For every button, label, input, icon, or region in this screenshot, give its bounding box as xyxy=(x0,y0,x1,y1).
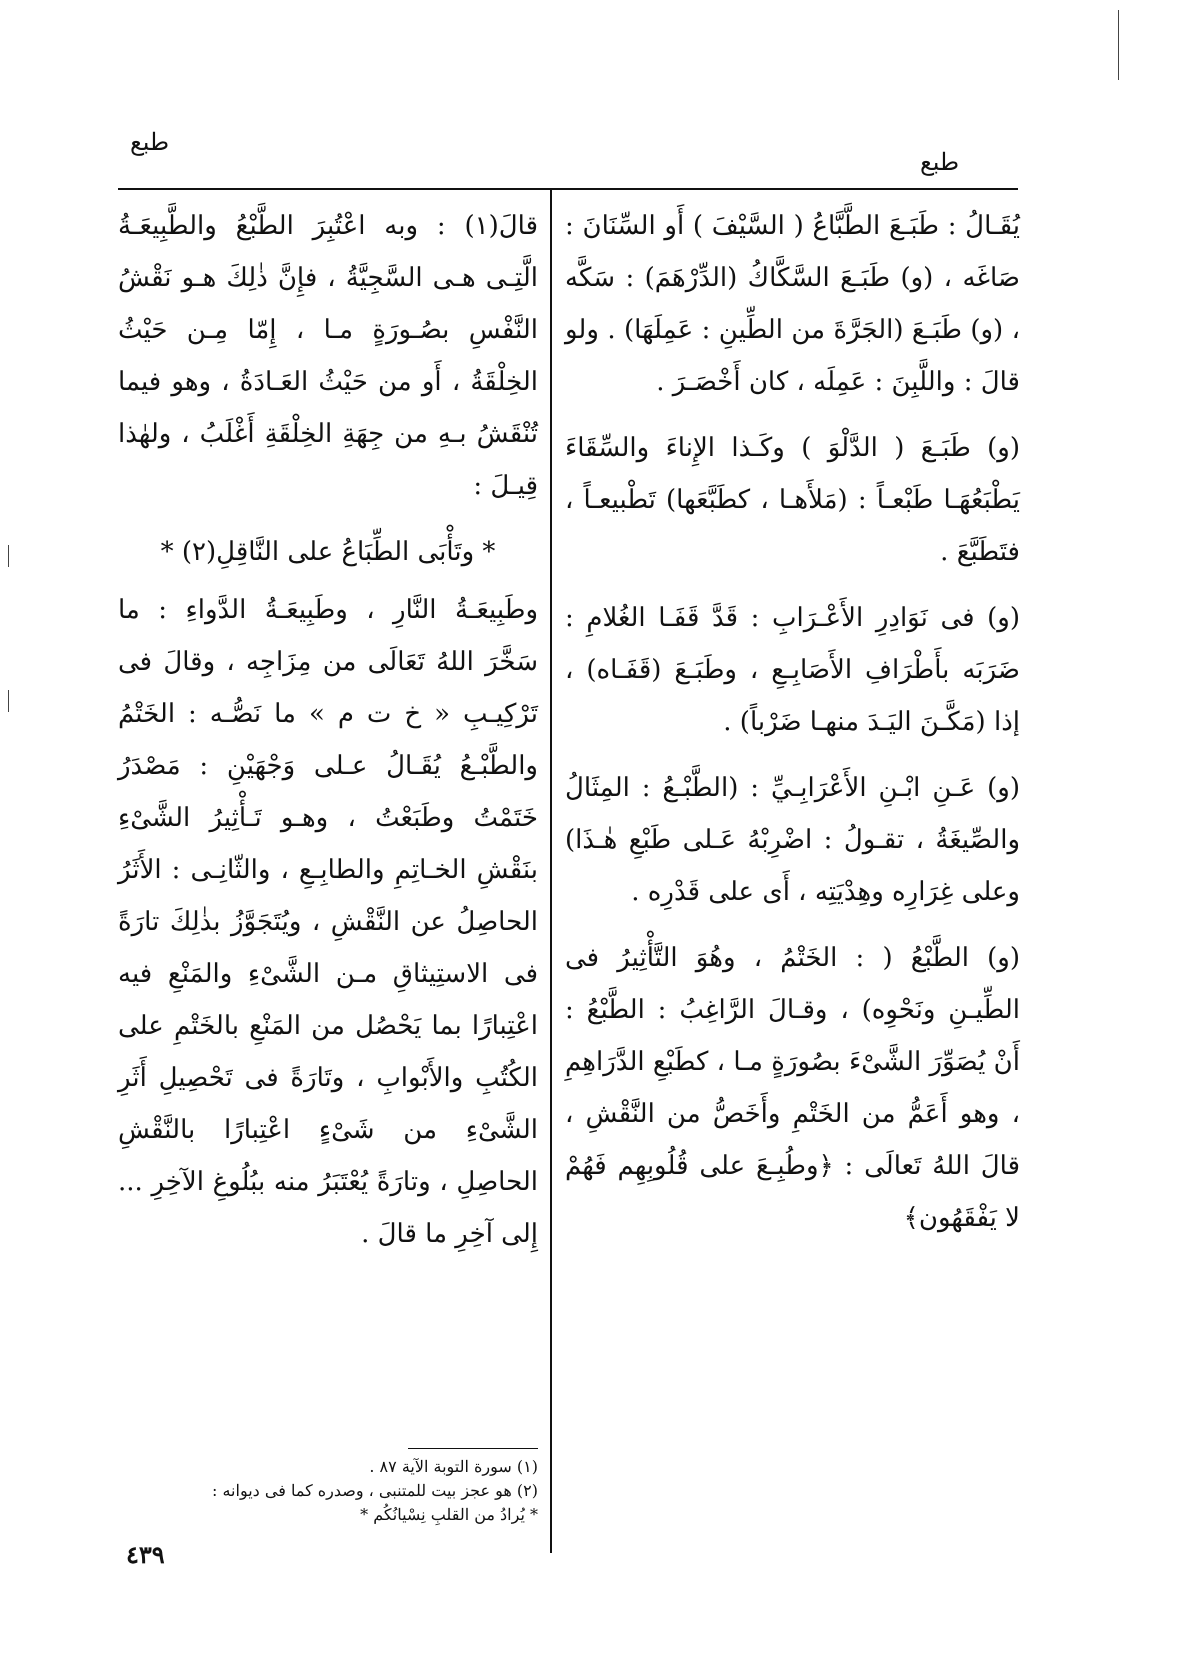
entry-paragraph: (و) الطَّبْعُ ( : الخَتْمُ ، وهُوَ التَّأْثِيرُ فى الطِّيـنِ ونَحْوِه) ، وقـالَ الرَّاغِبُ : الطَّبْعُ : أَنْ يُصَوِّرَ الشَّىْءَ بصُورَةٍ مـا ، كطَبْعِ الدَّرَاهِمِ ، وهو أَعَمُّ من الخَتْمِ وأَخَصُّ من النَّقْشِ ، قالَ اللهُ تَعالَى : ﴿وطُبِـعَ على قُلُوبِهِم فَهُمْ لا يَفْقَهُون﴾ xyxy=(565,943,1020,1233)
left-column xyxy=(118,200,538,1274)
entry-paragraph: قالَ(١) : وبه اعْتُبِرَ الطَّبْعُ والطَّبِيعَـةُ الَّتِـى هـى السَّجِيَّةُ ، فإِنَّ ذٰلِكَ هـو نَقْشُ النَّفْسِ بصُـورَةٍ مـا ، إِمّا مِـن حَيْثُ الخِلْقَةُ ، أَو من حَيْثُ العَـادَةُ ، وهو فيما تُنْقَشُ بـهِ من جِهَةِ الخِلْقَةِ أَغْلَبُ ، ولهٰذا قِيـلَ : xyxy=(118,211,538,501)
footnote: (١) سورة التوبة الآية ٨٧ . xyxy=(369,1457,538,1476)
footnote: * يُرادُ من القلبِ نِسْيانُكُم * xyxy=(360,1505,538,1524)
page-number: ٤٣٩ xyxy=(126,1540,165,1569)
column-divider xyxy=(550,188,552,1553)
footnote-rule xyxy=(408,1448,538,1449)
running-header-right: طبع xyxy=(920,148,960,176)
entry-paragraph: يُقَـالُ : طَبَـعَ الطَّبَّاعُ ( السَّيْفَ ) أَو السِّنَانَ : صَاغَه ، (و) طَبَـعَ السَّكَّاكُ (الدِّرْهَمَ) : سَكَّه ، (و) طَبَـعَ (الجَرَّةَ من الطِّينِ : عَمِلَهَا) . ولو قالَ : واللَّبِنَ : عَمِلَه ، كان أَخْصَـرَ . xyxy=(565,211,1020,397)
right-column xyxy=(565,200,1020,1258)
entry-paragraph: (و) فى نَوَادِرِ الأَعْـرَابِ : قَدَّ قَفَـا الغُلامِ : ضَرَبَه بأَطْرَافِ الأَصَابِـعِ ، وطَبَـعَ (قَفَـاه) ، إذا (مَكَّـنَ اليَـدَ منهـا ضَرْباً) . xyxy=(565,603,1020,737)
entry-paragraph: (و) طَبَـعَ ( الدَّلْوَ ) وكَـذا الإِناءَ والسِّقَاءَ يَطْبَعُهَـا طَبْعـاً : (مَلأَهـا ، كطَبَّعَها) تَطْبيعـاً ، فتَطَبَّعَ . xyxy=(565,433,1020,567)
entry-paragraph: (و) عَـنِ ابْـنِ الأَعْرَابِـيِّ : (الطَّبْـعُ : المِثَالُ والصِّيغَةُ ، تقـولُ : اضْرِبْهُ عَـلى طَبْعِ هٰـذَا) وعلى غِرَارِه وهِدْيَتِه ، أَى على قَدْرِه . xyxy=(565,773,1020,907)
verse-quote: * وتَأْبَى الطِّبَاعُ على النَّاقِلِ(٢) * xyxy=(160,537,496,567)
margin-mark xyxy=(8,690,9,712)
entry-paragraph: وطَبِيعَـةُ النَّارِ ، وطَبِيعَـةُ الدَّواءِ : ما سَخَّرَ اللهُ تَعَالَى من مِزَاجِه ، وقالَ فى تَرْكِيـبِ « خ ت م » ما نَصُّـه : الخَتْمُ والطَّبْـعُ يُقَـالُ عـلى وَجْهَيْنِ : مَصْدَرُ خَتَمْتُ وطَبَعْتُ ، وهـو تَـأْثِيرُ الشَّىْءِ بنَقْشِ الخـاتِمِ والطابِـعِ ، والثّانِـى : الأَثَرُ الحاصِلُ عن النَّقْشِ ، ويُتَجَوَّزُ بذٰلِكَ تارَةً فى الاستِيثاقِ مـن الشَّىْءِ والمَنْعِ فيه اعْتِبارًا بما يَحْصُل من المَنْعِ بالخَتْمِ على الكُتُبِ والأَبْوابِ ، وتَارَةً فى تَحْصِيلِ أَثَرِ الشَّىْءِ من شَىْءٍ اعْتِبارًا بالنَّقْشِ الحاصِلِ ، وتارَةً يُعْتَبَرُ منه ببُلُوغِ الآخِرِ ... إِلى آخِرِ ما قالَ . xyxy=(118,595,538,1249)
running-header-left: طبع xyxy=(130,128,170,156)
margin-mark xyxy=(8,545,9,567)
margin-mark xyxy=(1118,10,1119,80)
footnote: (٢) هو عجز بيت للمتنبى ، وصدره كما فى ديوانه : xyxy=(211,1481,538,1500)
footnotes xyxy=(118,1448,538,1527)
header-rule xyxy=(118,188,1018,190)
